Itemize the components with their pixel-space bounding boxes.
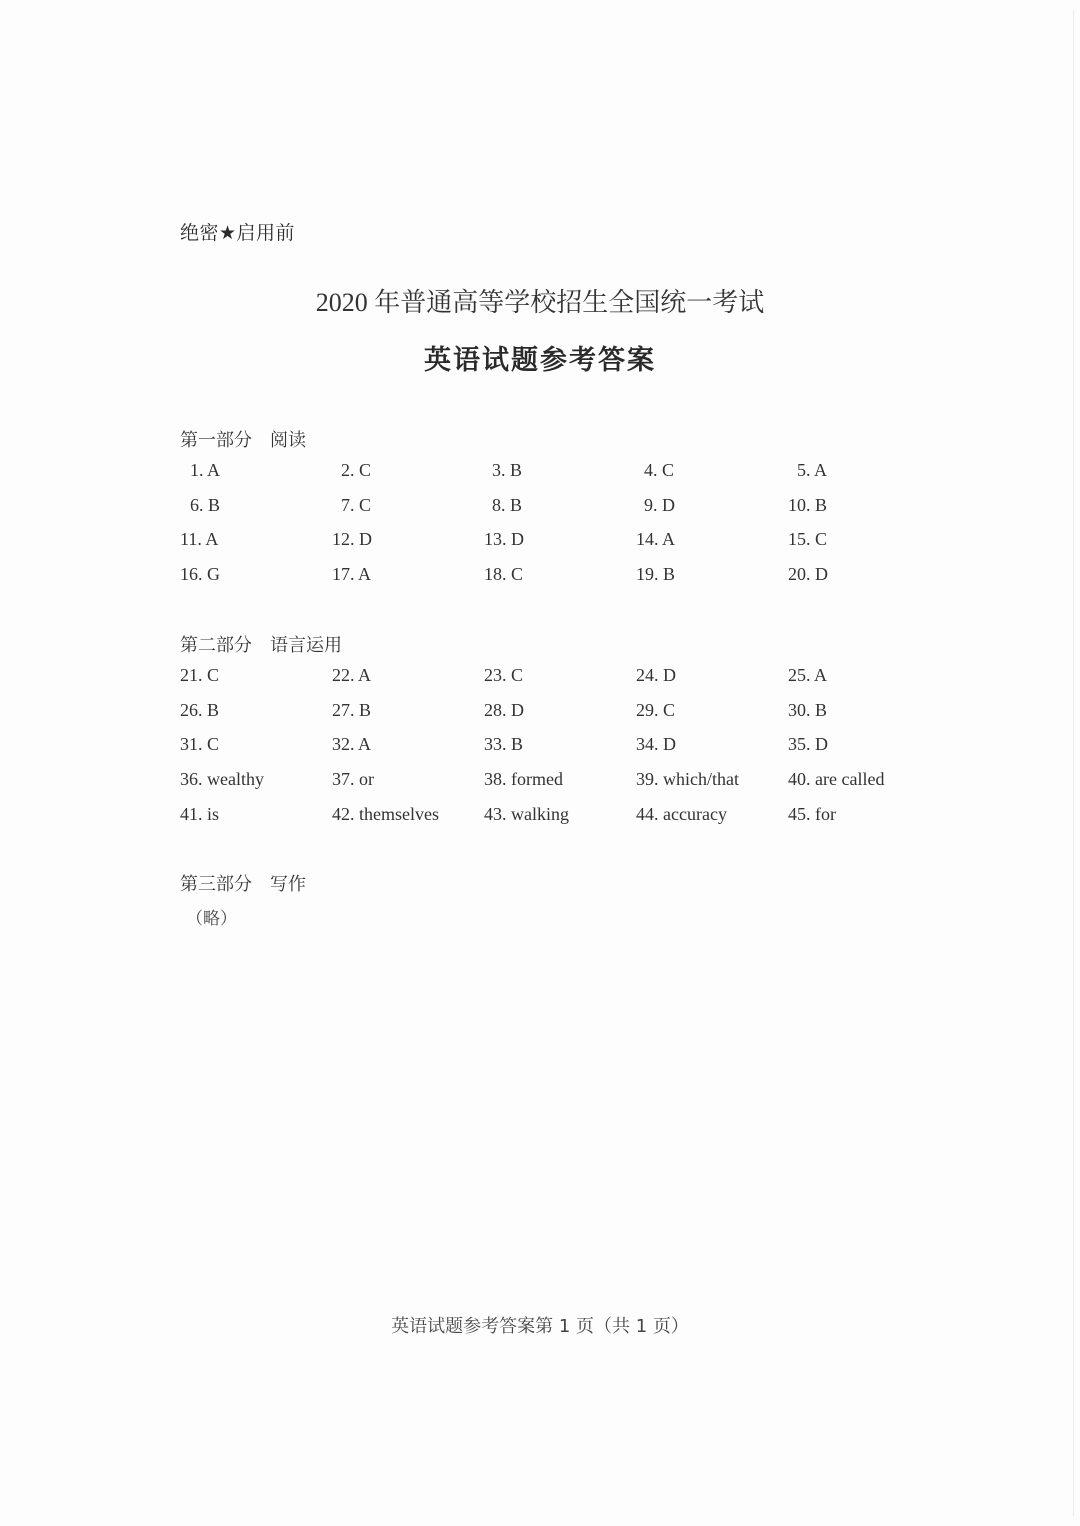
answer-item: 28. D	[484, 699, 524, 720]
answer-item: 29. C	[636, 699, 676, 720]
answer-item: 7. C	[341, 494, 372, 515]
answer-item: 4. C	[644, 460, 675, 480]
answer-item: 15. C	[788, 529, 828, 550]
answer-item: 33. B	[484, 734, 524, 755]
answer-item: 14. A	[636, 529, 676, 550]
answer-item: 32. A	[332, 734, 372, 755]
section-heading-language-use: 第二部分 语言运用	[180, 635, 342, 656]
answer-item: 25. A	[788, 665, 828, 685]
answer-item: 10. B	[788, 494, 828, 515]
answer-item: 44. accuracy	[636, 803, 727, 824]
answer-item: 19. B	[636, 564, 676, 585]
answer-item: 36. wealthy	[180, 769, 264, 790]
answer-item: 2. C	[341, 460, 372, 480]
answer-item: 30. B	[788, 699, 828, 720]
answer-item: 42. themselves	[332, 803, 439, 824]
answer-item: 20. D	[788, 564, 828, 585]
answer-item: 37. or	[332, 769, 374, 790]
answer-item: 21. C	[180, 665, 220, 685]
answer-item: 18. C	[484, 564, 524, 585]
page-footer: 英语试题参考答案第 1 页（共 1 页）	[391, 1316, 689, 1337]
answer-item: 34. D	[636, 734, 676, 755]
answer-item: 35. D	[788, 734, 828, 755]
answer-item: 43. walking	[484, 803, 569, 824]
answer-item: 26. B	[180, 699, 220, 720]
exam-title: 2020 年普通高等学校招生全国统一考试	[315, 288, 765, 317]
answer-item: 13. D	[484, 529, 524, 550]
answer-item: 9. D	[644, 494, 675, 515]
answer-item: 5. A	[797, 460, 828, 480]
document-subtitle: 英语试题参考答案	[424, 345, 656, 376]
confidential-label: 绝密★启用前	[180, 222, 296, 244]
answer-item: 38. formed	[484, 769, 563, 790]
answer-item: 22. A	[332, 665, 372, 685]
answer-item: 41. is	[180, 803, 220, 824]
answer-item: 27. B	[332, 699, 372, 720]
answer-item: 40. are called	[788, 769, 885, 790]
answer-item: 39. which/that	[636, 769, 739, 790]
answer-item: 17. A	[332, 564, 372, 585]
answer-item: 6. B	[190, 494, 221, 515]
answer-item: 24. D	[636, 665, 676, 685]
answer-item: 1. A	[190, 460, 221, 480]
answer-item: 3. B	[492, 460, 523, 480]
scan-edge-line	[1073, 10, 1074, 1516]
answer-item: 16. G	[180, 564, 220, 585]
writing-omitted-note: （略）	[186, 909, 237, 929]
answer-item: 45. for	[788, 803, 836, 824]
answer-item: 11. A	[180, 529, 219, 550]
answer-item: 12. D	[332, 529, 372, 550]
section-heading-reading: 第一部分 阅读	[180, 430, 306, 451]
answer-item: 31. C	[180, 734, 220, 755]
section-heading-writing: 第三部分 写作	[180, 874, 306, 895]
answer-item: 8. B	[492, 494, 523, 515]
answer-item: 23. C	[484, 665, 524, 685]
